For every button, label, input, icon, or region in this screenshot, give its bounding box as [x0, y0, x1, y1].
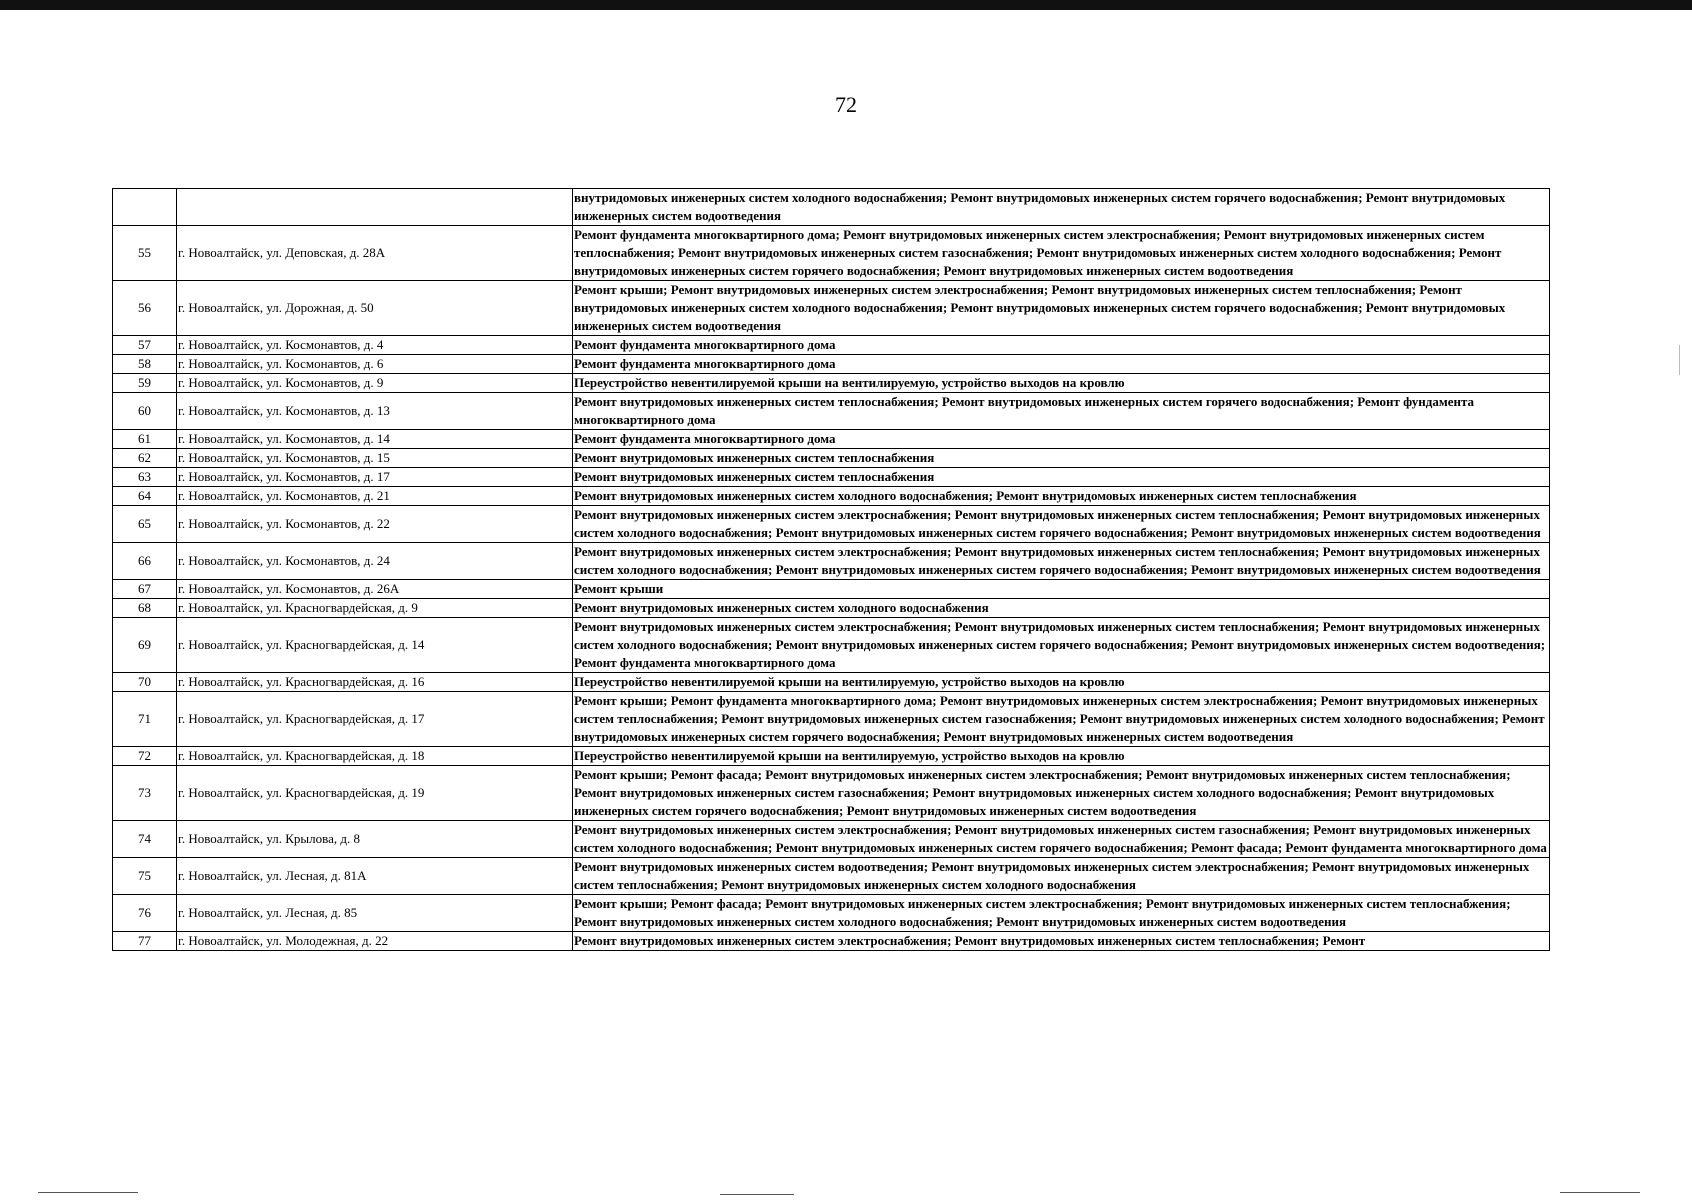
- works-cell: Ремонт внутридомовых инженерных систем электроснабжения; Ремонт внутридомовых инженерных систем теплоснабжения; Ремонт внутридомовых инженерных систем холодного водоснабжения; Ремонт внутридомовых инженерных систем горячего водоснабжения; Ремонт внутридомовых инженерных систем водоотведения: [573, 543, 1550, 580]
- works-cell: Ремонт внутридомовых инженерных систем электроснабжения; Ремонт внутридомовых инженерных систем теплоснабжения; Ремонт внутридомовых инженерных систем холодного водоснабжения; Ремонт внутридомовых инженерных систем горячего водоснабжения; Ремонт внутридомовых инженерных систем водоотведения: [573, 506, 1550, 543]
- address-cell: г. Новоалтайск, ул. Космонавтов, д. 9: [177, 374, 573, 393]
- row-number-cell: [113, 189, 177, 226]
- table-row: [113, 673, 1550, 692]
- table-row: [113, 336, 1550, 355]
- address-cell: г. Новоалтайск, ул. Красногвардейская, д. 18: [177, 747, 573, 766]
- address-cell: г. Новоалтайск, ул. Красногвардейская, д. 19: [177, 766, 573, 821]
- address-cell: г. Новоалтайск, ул. Молодежная, д. 22: [177, 932, 573, 951]
- row-number-cell: 75: [113, 858, 177, 895]
- table-row: [113, 599, 1550, 618]
- table-row: [113, 449, 1550, 468]
- works-cell: Ремонт внутридомовых инженерных систем холодного водоснабжения; Ремонт внутридомовых инженерных систем теплоснабжения: [573, 487, 1550, 506]
- table-row: [113, 355, 1550, 374]
- table-row: [113, 189, 1550, 226]
- row-number-cell: 62: [113, 449, 177, 468]
- works-cell: Ремонт внутридомовых инженерных систем теплоснабжения: [573, 449, 1550, 468]
- footer-rule-right: [1560, 1192, 1640, 1193]
- works-cell: Ремонт крыши; Ремонт фасада; Ремонт внутридомовых инженерных систем электроснабжения; Ремонт внутридомовых инженерных систем теплоснабжения; Ремонт внутридомовых инженерных систем газоснабжения; Ремонт внутридомовых инженерных систем холодного водоснабжения; Ремонт внутридомовых инженерных систем горячего водоснабжения; Ремонт внутридомовых инженерных систем водоотведения: [573, 766, 1550, 821]
- row-number-cell: 74: [113, 821, 177, 858]
- table-row: [113, 821, 1550, 858]
- table-row: [113, 747, 1550, 766]
- repair-works-table: [112, 188, 1550, 951]
- row-number-cell: 56: [113, 281, 177, 336]
- address-cell: [177, 189, 573, 226]
- address-cell: г. Новоалтайск, ул. Красногвардейская, д. 16: [177, 673, 573, 692]
- address-cell: г. Новоалтайск, ул. Космонавтов, д. 14: [177, 430, 573, 449]
- table-row: [113, 766, 1550, 821]
- address-cell: г. Новоалтайск, ул. Лесная, д. 81А: [177, 858, 573, 895]
- works-cell: Ремонт крыши; Ремонт фундамента многоквартирного дома; Ремонт внутридомовых инженерных систем электроснабжения; Ремонт внутридомовых инженерных систем теплоснабжения; Ремонт внутридомовых инженерных систем газоснабжения; Ремонт внутридомовых инженерных систем холодного водоснабжения; Ремонт внутридомовых инженерных систем горячего водоснабжения; Ремонт внутридомовых инженерных систем водоотведения: [573, 692, 1550, 747]
- address-cell: г. Новоалтайск, ул. Лесная, д. 85: [177, 895, 573, 932]
- scan-top-border: [0, 0, 1692, 10]
- row-number-cell: 63: [113, 468, 177, 487]
- works-cell: Ремонт внутридомовых инженерных систем электроснабжения; Ремонт внутридомовых инженерных систем газоснабжения; Ремонт внутридомовых инженерных систем холодного водоснабжения; Ремонт внутридомовых инженерных систем горячего водоснабжения; Ремонт фасада; Ремонт фундамента многоквартирного дома: [573, 821, 1550, 858]
- table-row: [113, 226, 1550, 281]
- works-cell: Ремонт крыши; Ремонт внутридомовых инженерных систем электроснабжения; Ремонт внутридомовых инженерных систем теплоснабжения; Ремонт внутридомовых инженерных систем холодного водоснабжения; Ремонт внутридомовых инженерных систем горячего водоснабжения; Ремонт внутридомовых инженерных систем водоотведения: [573, 281, 1550, 336]
- address-cell: г. Новоалтайск, ул. Крылова, д. 8: [177, 821, 573, 858]
- works-cell: Ремонт фундамента многоквартирного дома: [573, 336, 1550, 355]
- row-number-cell: 57: [113, 336, 177, 355]
- row-number-cell: 73: [113, 766, 177, 821]
- works-cell: Переустройство невентилируемой крыши на вентилируемую, устройство выходов на кровлю: [573, 673, 1550, 692]
- works-cell: Ремонт фундамента многоквартирного дома: [573, 355, 1550, 374]
- row-number-cell: 72: [113, 747, 177, 766]
- address-cell: г. Новоалтайск, ул. Космонавтов, д. 4: [177, 336, 573, 355]
- works-cell: Ремонт внутридомовых инженерных систем электроснабжения; Ремонт внутридомовых инженерных систем теплоснабжения; Ремонт внутридомовых инженерных систем холодного водоснабжения; Ремонт внутридомовых инженерных систем горячего водоснабжения; Ремонт внутридомовых инженерных систем водоотведения; Ремонт фундамента многоквартирного дома: [573, 618, 1550, 673]
- row-number-cell: 68: [113, 599, 177, 618]
- address-cell: г. Новоалтайск, ул. Космонавтов, д. 17: [177, 468, 573, 487]
- works-cell: Ремонт внутридомовых инженерных систем водоотведения; Ремонт внутридомовых инженерных систем электроснабжения; Ремонт внутридомовых инженерных систем теплоснабжения; Ремонт внутридомовых инженерных систем холодного водоснабжения: [573, 858, 1550, 895]
- works-cell: Ремонт крыши; Ремонт фасада; Ремонт внутридомовых инженерных систем электроснабжения; Ремонт внутридомовых инженерных систем теплоснабжения; Ремонт внутридомовых инженерных систем холодного водоснабжения; Ремонт внутридомовых инженерных систем водоотведения: [573, 895, 1550, 932]
- address-cell: г. Новоалтайск, ул. Космонавтов, д. 15: [177, 449, 573, 468]
- table-row: [113, 487, 1550, 506]
- address-cell: г. Новоалтайск, ул. Красногвардейская, д. 14: [177, 618, 573, 673]
- table-row: [113, 932, 1550, 951]
- works-cell: Ремонт внутридомовых инженерных систем теплоснабжения; Ремонт внутридомовых инженерных систем горячего водоснабжения; Ремонт фундамента многоквартирного дома: [573, 393, 1550, 430]
- works-cell: Ремонт внутридомовых инженерных систем холодного водоснабжения: [573, 599, 1550, 618]
- table-row: [113, 393, 1550, 430]
- table-row: [113, 618, 1550, 673]
- address-cell: г. Новоалтайск, ул. Космонавтов, д. 22: [177, 506, 573, 543]
- works-cell: Ремонт внутридомовых инженерных систем теплоснабжения: [573, 468, 1550, 487]
- address-cell: г. Новоалтайск, ул. Космонавтов, д. 26А: [177, 580, 573, 599]
- row-number-cell: 55: [113, 226, 177, 281]
- address-cell: г. Новоалтайск, ул. Деповская, д. 28А: [177, 226, 573, 281]
- row-number-cell: 70: [113, 673, 177, 692]
- works-cell: Ремонт внутридомовых инженерных систем электроснабжения; Ремонт внутридомовых инженерных систем теплоснабжения; Ремонт: [573, 932, 1550, 951]
- works-cell: Ремонт фундамента многоквартирного дома; Ремонт внутридомовых инженерных систем электроснабжения; Ремонт внутридомовых инженерных систем теплоснабжения; Ремонт внутридомовых инженерных систем газоснабжения; Ремонт внутридомовых инженерных систем холодного водоснабжения; Ремонт внутридомовых инженерных систем горячего водоснабжения; Ремонт внутридомовых инженерных систем водоотведения: [573, 226, 1550, 281]
- address-cell: г. Новоалтайск, ул. Красногвардейская, д. 9: [177, 599, 573, 618]
- table-row: [113, 895, 1550, 932]
- row-number-cell: 66: [113, 543, 177, 580]
- address-cell: г. Новоалтайск, ул. Дорожная, д. 50: [177, 281, 573, 336]
- row-number-cell: 59: [113, 374, 177, 393]
- footer-rule-left: [38, 1192, 138, 1193]
- footer-rule-center: [720, 1194, 794, 1195]
- address-cell: г. Новоалтайск, ул. Космонавтов, д. 13: [177, 393, 573, 430]
- row-number-cell: 77: [113, 932, 177, 951]
- row-number-cell: 58: [113, 355, 177, 374]
- row-number-cell: 71: [113, 692, 177, 747]
- row-number-cell: 61: [113, 430, 177, 449]
- row-number-cell: 76: [113, 895, 177, 932]
- table-row: [113, 858, 1550, 895]
- works-cell: Ремонт фундамента многоквартирного дома: [573, 430, 1550, 449]
- works-cell: внутридомовых инженерных систем холодного водоснабжения; Ремонт внутридомовых инженерных систем горячего водоснабжения; Ремонт внутридомовых инженерных систем водоотведения: [573, 189, 1550, 226]
- address-cell: г. Новоалтайск, ул. Красногвардейская, д. 17: [177, 692, 573, 747]
- works-cell: Переустройство невентилируемой крыши на вентилируемую, устройство выходов на кровлю: [573, 374, 1550, 393]
- address-cell: г. Новоалтайск, ул. Космонавтов, д. 24: [177, 543, 573, 580]
- table-row: [113, 692, 1550, 747]
- table-row: [113, 374, 1550, 393]
- table-row: [113, 281, 1550, 336]
- row-number-cell: 64: [113, 487, 177, 506]
- table-row: [113, 543, 1550, 580]
- address-cell: г. Новоалтайск, ул. Космонавтов, д. 21: [177, 487, 573, 506]
- table-row: [113, 580, 1550, 599]
- table-row: [113, 506, 1550, 543]
- works-cell: Ремонт крыши: [573, 580, 1550, 599]
- table-row: [113, 430, 1550, 449]
- page-number: 72: [835, 92, 857, 117]
- row-number-cell: 69: [113, 618, 177, 673]
- works-cell: Переустройство невентилируемой крыши на вентилируемую, устройство выходов на кровлю: [573, 747, 1550, 766]
- scan-edge-mark: [1679, 345, 1680, 375]
- table-row: [113, 468, 1550, 487]
- row-number-cell: 65: [113, 506, 177, 543]
- row-number-cell: 60: [113, 393, 177, 430]
- address-cell: г. Новоалтайск, ул. Космонавтов, д. 6: [177, 355, 573, 374]
- row-number-cell: 67: [113, 580, 177, 599]
- table-body: [113, 189, 1550, 951]
